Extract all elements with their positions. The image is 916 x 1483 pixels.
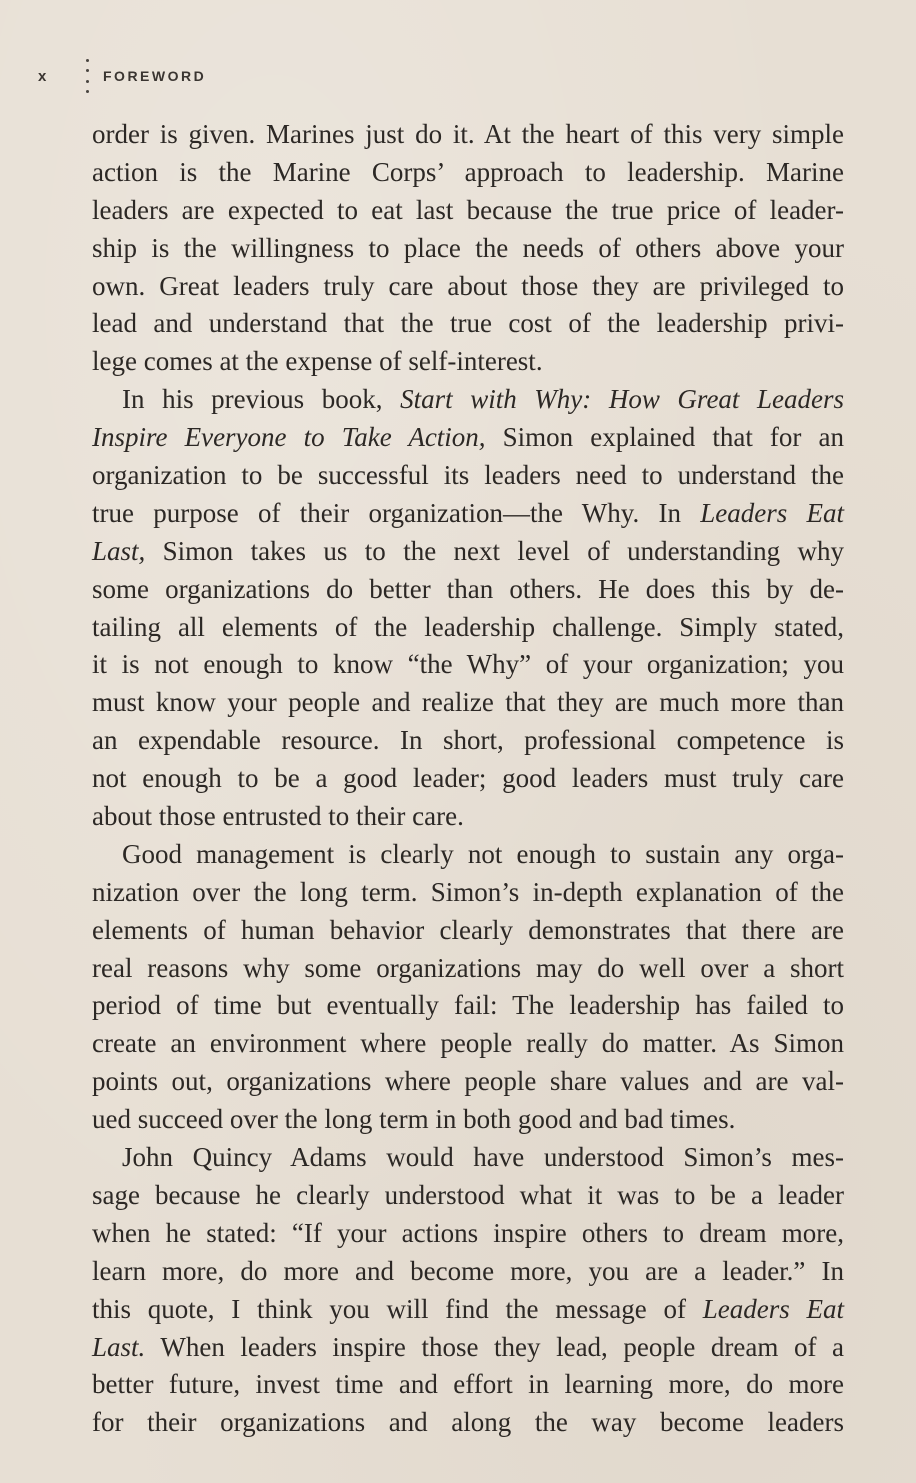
text-run: about those entrusted to their care. <box>92 801 464 832</box>
text-line <box>92 533 844 571</box>
text-line <box>92 1366 844 1404</box>
text-run: John Quincy Adams would have understood Simon’s mes- <box>122 1142 844 1173</box>
text-line <box>92 1215 844 1253</box>
text-run: some organizations do better than others. He does this by de- <box>92 573 844 604</box>
text-run: it is not enough to know “the Why” of your organization; you <box>92 649 844 680</box>
text-run: for their organizations and along the way become leaders <box>92 1407 844 1438</box>
text-run: sage because he clearly understood what it was to be a leader <box>92 1179 844 1210</box>
text-run: lege comes at the expense of self-interest. <box>92 346 543 377</box>
text-line <box>92 381 844 419</box>
text-run: real reasons why some organizations may do well over a short <box>92 952 844 983</box>
text-run: elements of human behavior clearly demonstrates that there are <box>92 914 844 945</box>
text-line <box>92 1025 844 1063</box>
text-run: tailing all elements of the leadership challenge. Simply stated, <box>92 611 844 642</box>
text-run: nization over the long term. Simon’s in-depth explanation of the <box>92 876 844 907</box>
text-run: ued succeed over the long term in both good and bad times. <box>92 1104 736 1135</box>
text-run: not enough to be a good leader; good leaders must truly care <box>92 763 844 794</box>
text-line <box>92 1329 844 1367</box>
text-run: leaders are expected to eat last because the true price of leader- <box>92 194 844 225</box>
text-run: Simon explained that for an <box>485 422 844 453</box>
text-line <box>92 457 844 495</box>
text-run: lead and understand that the true cost of the leadership privi- <box>92 308 844 339</box>
text-line <box>92 305 844 343</box>
text-line <box>92 987 844 1025</box>
text-line <box>92 912 844 950</box>
italic-title-text: Last. <box>92 1331 146 1362</box>
italic-title-text: Leaders Eat <box>700 497 844 528</box>
text-run: when he stated: “If your actions inspire others to dream more, <box>92 1217 844 1248</box>
italic-title-text: Leaders Eat <box>702 1293 844 1324</box>
text-line <box>92 646 844 684</box>
text-line <box>92 1291 844 1329</box>
text-run: action is the Marine Corps’ approach to leadership. Marine <box>92 156 844 187</box>
text-run: an expendable resource. In short, professional competence is <box>92 725 844 756</box>
text-line <box>92 1063 844 1101</box>
text-run: When leaders inspire those they lead, people dream of a <box>145 1331 844 1362</box>
text-line <box>92 192 844 230</box>
text-run: In his previous book, <box>122 384 401 415</box>
text-line <box>92 684 844 722</box>
body-text <box>92 116 844 1442</box>
text-run: organization to be successful its leaders need to understand the <box>92 460 844 491</box>
text-run: this quote, I think you will find the message of <box>92 1293 703 1324</box>
text-run: create an environment where people really do matter. As Simon <box>92 1028 844 1059</box>
text-line <box>92 950 844 988</box>
text-run: Good management is clearly not enough to sustain any orga- <box>122 838 844 869</box>
paragraph <box>92 836 844 1139</box>
text-line <box>92 419 844 457</box>
text-run: true purpose of their organization—the Why. In <box>92 497 701 528</box>
text-run: must know your people and realize that they are much more than <box>92 687 844 718</box>
text-run: points out, organizations where people share values and are val- <box>92 1066 844 1097</box>
separator-dots <box>86 59 89 93</box>
italic-title-text: Last, <box>92 535 146 566</box>
text-line <box>92 495 844 533</box>
paragraph <box>92 381 844 836</box>
text-run: period of time but eventually fail: The leadership has failed to <box>92 990 844 1021</box>
section-title: FOREWORD <box>103 68 207 84</box>
text-line <box>92 874 844 912</box>
text-line <box>92 722 844 760</box>
text-run: ship is the willingness to place the needs of others above your <box>92 232 844 263</box>
text-line <box>92 571 844 609</box>
text-run: Simon takes us to the next level of understanding why <box>145 535 844 566</box>
text-run: own. Great leaders truly care about those they are privileged to <box>92 270 844 301</box>
text-line <box>92 343 844 381</box>
text-line <box>92 230 844 268</box>
text-run: order is given. Marines just do it. At the heart of this very simple <box>92 119 844 149</box>
text-line <box>92 268 844 306</box>
italic-title-text: Start with Why: How Great Leaders <box>400 384 845 415</box>
text-line <box>92 1404 844 1442</box>
text-line <box>92 798 844 836</box>
text-line <box>92 1101 844 1139</box>
italic-title-text: Inspire Everyone to Take Action, <box>92 422 486 453</box>
text-line <box>92 836 844 874</box>
text-line <box>92 1139 844 1177</box>
page-number: x <box>38 67 47 85</box>
text-line <box>92 154 844 192</box>
text-line <box>92 609 844 647</box>
text-run: better future, invest time and effort in learning more, do more <box>92 1369 844 1400</box>
paragraph <box>92 1139 844 1442</box>
running-head <box>38 58 206 94</box>
paragraph <box>92 116 844 381</box>
text-line <box>92 1177 844 1215</box>
text-run: learn more, do more and become more, you are a leader.” In <box>92 1255 844 1286</box>
text-line <box>92 1253 844 1291</box>
text-line <box>92 116 844 154</box>
text-line <box>92 760 844 798</box>
